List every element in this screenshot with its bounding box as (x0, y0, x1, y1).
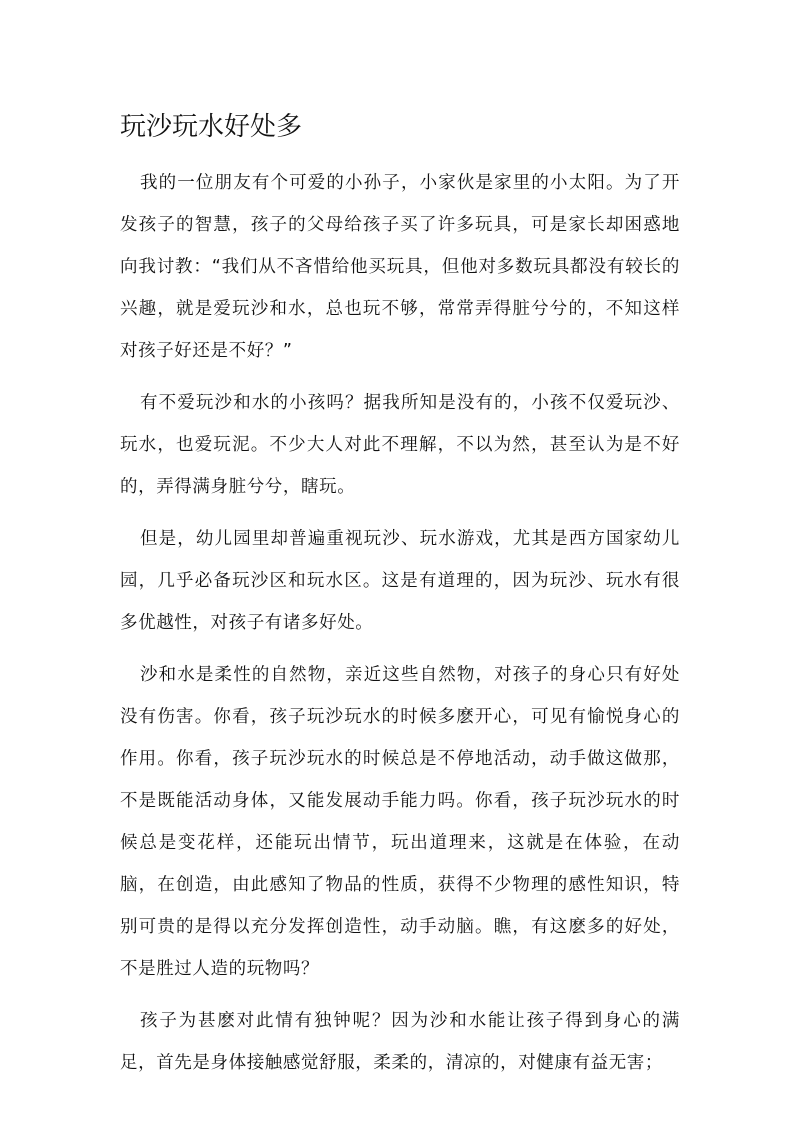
paragraph: 孩子为甚麽对此情有独钟呢？因为沙和水能让孩子得到身心的满足，首先是身体接触感觉舒服，柔柔的，清凉的，对健康有益无害； (120, 1011, 680, 1073)
paragraph: 有不爱玩沙和水的小孩吗？据我所知是没有的，小孩不仅爱玩沙、玩水，也爱玩泥。不少大人对此不理解，不以为然，甚至认为是不好的，弄得满身脏兮兮，瞎玩。 (120, 393, 680, 497)
paragraph: 我的一位朋友有个可爱的小孙子，小家伙是家里的小太阳。为了开发孩子的智慧，孩子的父母给孩子买了许多玩具，可是家长却困惑地向我讨教：“我们从不吝惜给他买玩具，但他对多数玩具都没有较长的兴趣，就是爱玩沙和水，总也玩不够，常常弄得脏兮兮的，不知这样对孩子好还是不好？” (120, 173, 680, 361)
document-title: 玩沙玩水好处多 (120, 112, 303, 142)
paragraph: 沙和水是柔性的自然物，亲近这些自然物，对孩子的身心只有好处没有伤害。你看，孩子玩沙玩水的时候多麽开心，可见有愉悦身心的作用。你看，孩子玩沙玩水的时候总是不停地活动，动手做这做那，不是既能活动身体，又能发展动手能力吗。你看，孩子玩沙玩水的时候总是变花样，还能玩出情节，玩出道理来，这就是在体验，在动脑，在创造，由此感知了物品的性质，获得不少物理的感性知识，特别可贵的是得以充分发挥创造性，动手动脑。瞧，有这麽多的好处，不是胜过人造的玩物吗？ (120, 665, 680, 979)
paragraph: 但是，幼儿园里却普遍重视玩沙、玩水游戏，尤其是西方国家幼儿园，几乎必备玩沙区和玩水区。这是有道理的，因为玩沙、玩水有很多优越性，对孩子有诸多好处。 (120, 529, 680, 633)
document-body (120, 162, 680, 1094)
